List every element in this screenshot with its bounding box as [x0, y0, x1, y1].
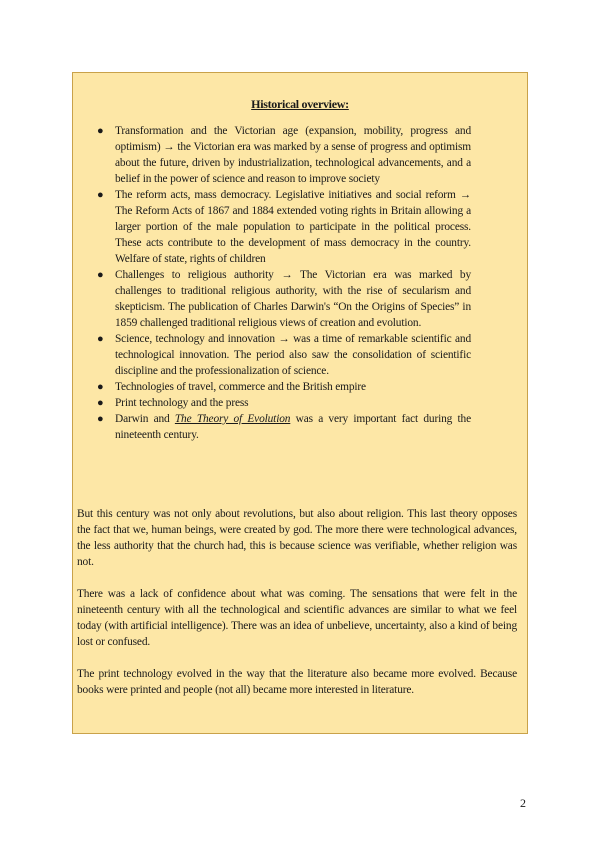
paragraph-religion: But this century was not only about revolutions, but also about religion. This last theory opposes the fact that we, human beings, were created by god. The more there were technological advances, the less authority that the church had, this is because science was verifiable, whether religion was not. — [77, 508, 517, 568]
list-item: ● Science, technology and innovation → was a time of remarkable scientific and technological innovation. The period also saw the consolidation of scientific discipline and the professionalization of science. — [97, 333, 471, 377]
bullet-icon: ● — [97, 413, 104, 425]
list-item: ● Transformation and the Victorian age (expansion, mobility, progress and optimism) → the Victorian era was marked by a sense of progress and optimism about the future, driven by industrialization, technological advancements, and a belief in the power of science and reason to improve society — [97, 125, 471, 185]
overview-box — [72, 72, 528, 734]
list-item: ● Technologies of travel, commerce and the British empire — [97, 381, 366, 393]
page-number: 2 — [520, 796, 526, 810]
bullet-icon: ● — [97, 125, 104, 137]
list-item: ● The reform acts, mass democracy. Legislative initiatives and social reform → The Reform Acts of 1867 and 1884 extended voting rights in Britain allowing a larger portion of the male population to participate in the political process. These acts contribute to the development of mass democracy in the country. Welfare of state, rights of children — [97, 189, 471, 265]
section-heading: Historical overview: — [251, 97, 349, 111]
paragraph-print: The print technology evolved in the way that the literature also became more evolved. Because books were printed and people (not all) became more interested in literature. — [77, 668, 517, 696]
bullet-icon: ● — [97, 397, 104, 409]
theory-link[interactable]: The Theory of Evolution — [174, 413, 291, 425]
paragraph-confidence: There was a lack of confidence about what was coming. The sensations that were felt in the nineteenth century with all the technological and scientific advances are similar to what we feel today (with artificial intelligence). There was an idea of unbelieve, uncertainty, also a kind of being lost or confused. — [77, 588, 517, 648]
list-item: ● Print technology and the press — [97, 397, 249, 409]
bullet-icon: ● — [97, 189, 104, 201]
list-item: ● Challenges to religious authority → The Victorian era was marked by challenges to traditional religious authority, with the rise of secularism and skepticism. The publication of Charles Darwin's “On the Origins of Species” in 1859 challenged traditional religious views of creation and evolution. — [97, 269, 471, 329]
bullet-icon: ● — [97, 269, 104, 281]
bullet-list — [89, 123, 471, 443]
bullet-icon: ● — [97, 333, 104, 345]
bullet-icon: ● — [97, 381, 104, 393]
list-item: ● Darwin and The Theory of Evolution was a very important fact during the nineteenth century. — [97, 413, 471, 441]
